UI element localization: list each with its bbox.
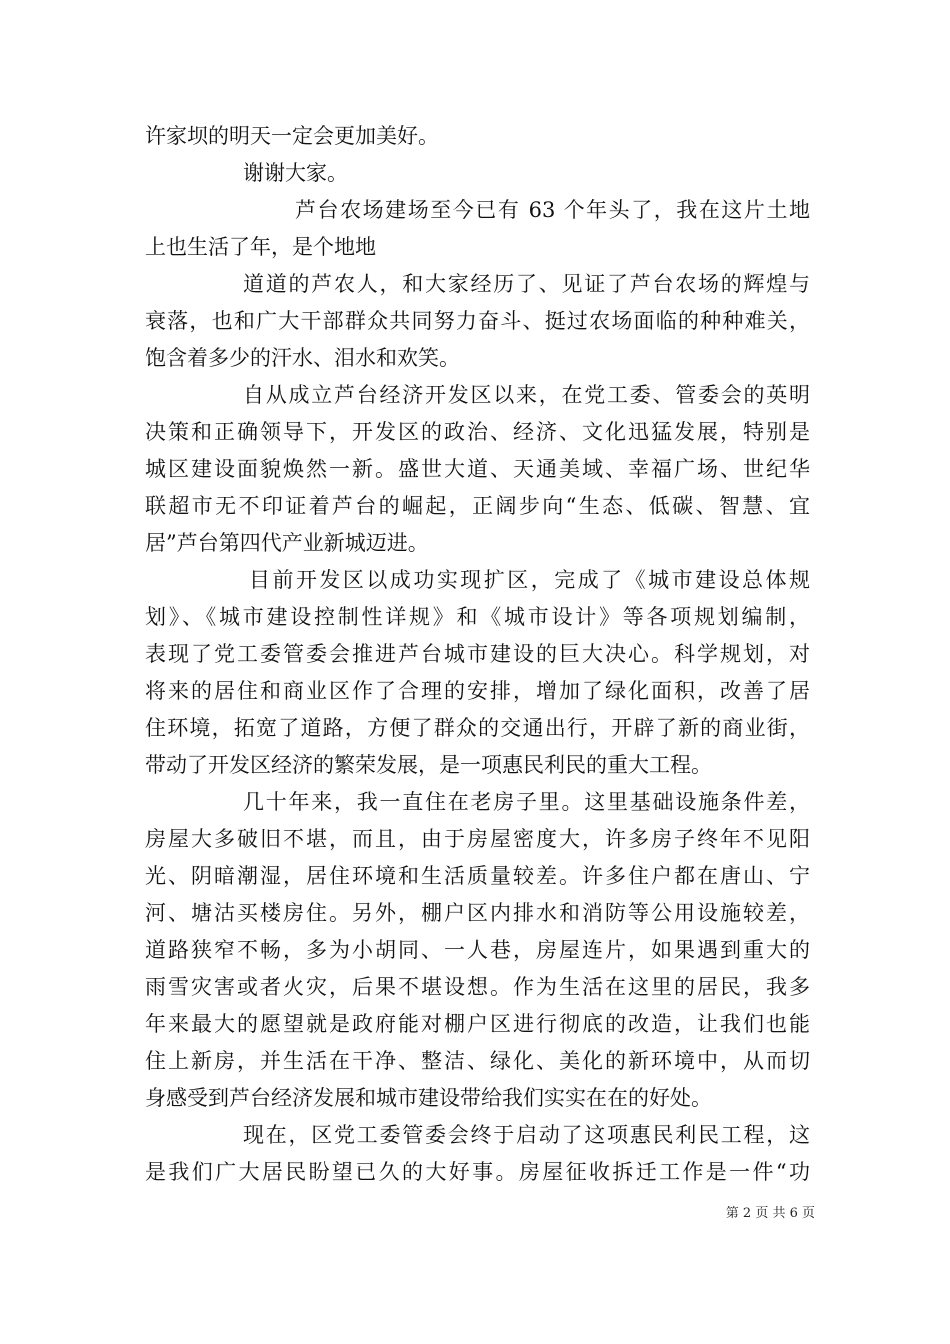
text-line: 芦台农场建场至今已有 63 个年头了，我在这片土地 — [295, 198, 810, 222]
text-line: 年来最大的愿望就是政府能对棚户区进行彻底的改造，让我们也能 — [145, 1012, 810, 1036]
text-line: 雨雪灾害或者火灾，后果不堪设想。作为生活在这里的居民，我多 — [145, 975, 810, 999]
text-line: 饱含着多少的汗水、泪水和欢笑。 — [145, 346, 460, 370]
text-line: 表现了党工委管委会推进芦台城市建设的巨大决心。科学规划，对 — [145, 642, 810, 666]
text-line: 几十年来，我一直住在老房子里。这里基础设施条件差， — [243, 790, 810, 814]
text-line: 谢谢大家。 — [243, 161, 348, 185]
page-number: 第 2 页 共 6 页 — [725, 1206, 815, 1221]
text-line: 将来的居住和商业区作了合理的安排，增加了绿化面积，改善了居 — [145, 679, 810, 703]
text-line: 居”芦台第四代产业新城迈进。 — [145, 531, 429, 555]
document-body — [145, 118, 810, 1191]
text-line: 住环境，拓宽了道路，方便了群众的交通出行，开辟了新的商业街， — [145, 716, 810, 740]
text-line: 道路狭窄不畅，多为小胡同、一人巷，房屋连片，如果遇到重大的 — [145, 938, 810, 962]
text-line: 城区建设面貌焕然一新。盛世大道、天通美域、幸福广场、世纪华 — [145, 457, 810, 481]
text-line: 划》、《城市建设控制性详规》和《城市设计》等各项规划编制， — [145, 605, 810, 629]
text-line: 住上新房，并生活在干净、整洁、绿化、美化的新环境中，从而切 — [145, 1049, 810, 1073]
text-line: 上也生活了年，是个地地 — [145, 235, 376, 259]
text-line: 决策和正确领导下，开发区的政治、经济、文化迅猛发展，特别是 — [145, 420, 810, 444]
text-line: 道道的芦农人，和大家经历了、见证了芦台农场的辉煌与 — [243, 272, 810, 296]
text-line: 许家坝的明天一定会更加美好。 — [145, 124, 439, 148]
text-line: 河、塘沽买楼房住。另外，棚户区内排水和消防等公用设施较差， — [145, 901, 810, 925]
text-line: 衰落，也和广大干部群众共同努力奋斗、挺过农场面临的种种难关， — [145, 309, 810, 333]
text-line: 带动了开发区经济的繁荣发展，是一项惠民利民的重大工程。 — [145, 753, 712, 777]
text-line: 房屋大多破旧不堪，而且，由于房屋密度大，许多房子终年不见阳 — [145, 827, 810, 851]
text-line: 是我们广大居民盼望已久的大好事。房屋征收拆迁工作是一件“功 — [145, 1160, 810, 1184]
text-line: 联超市无不印证着芦台的崛起，正阔步向“生态、低碳、智慧、宜 — [145, 494, 810, 518]
text-line: 目前开发区以成功实现扩区，完成了《城市建设总体规 — [249, 568, 810, 592]
text-line: 身感受到芦台经济发展和城市建设带给我们实实在在的好处。 — [145, 1086, 712, 1110]
text-line: 光、阴暗潮湿，居住环境和生活质量较差。许多住户都在唐山、宁 — [145, 864, 810, 888]
text-line: 自从成立芦台经济开发区以来，在党工委、管委会的英明 — [243, 383, 810, 407]
text-line: 现在，区党工委管委会终于启动了这项惠民利民工程，这 — [243, 1123, 810, 1147]
